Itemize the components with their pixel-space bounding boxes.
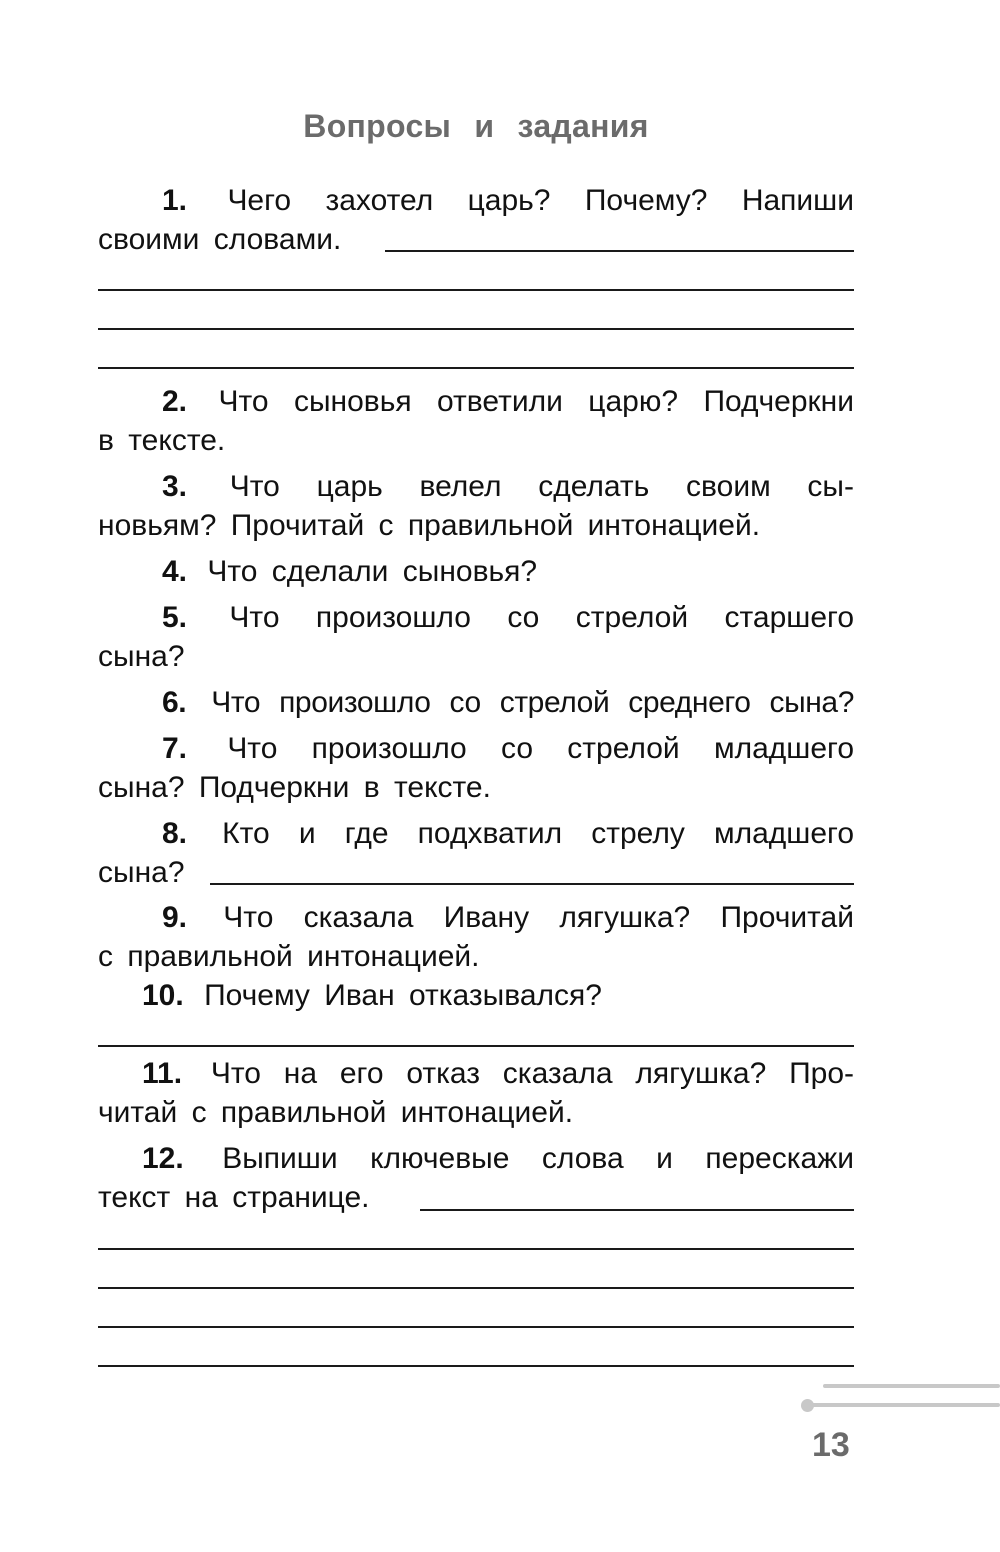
answer-line[interactable] bbox=[98, 1045, 854, 1047]
question-1 bbox=[98, 181, 854, 259]
answer-line[interactable] bbox=[98, 1248, 854, 1250]
question-3 bbox=[98, 467, 854, 545]
question-4 bbox=[98, 552, 854, 591]
question-number: 1. bbox=[162, 184, 188, 217]
question-7 bbox=[98, 729, 854, 807]
question-6 bbox=[98, 683, 854, 722]
question-text-cont: своими словами. bbox=[98, 223, 342, 256]
question-text: Что сыновья ответили царю? Подчеркни bbox=[218, 385, 854, 418]
question-9 bbox=[98, 898, 854, 976]
question-number: 8. bbox=[162, 817, 188, 850]
question-text: Чего захотел царь? Почему? Напиши bbox=[227, 184, 854, 217]
question-text: Что произошло со стрелой среднего сына? bbox=[211, 686, 854, 719]
answer-line[interactable] bbox=[98, 328, 854, 330]
question-number: 3. bbox=[162, 470, 188, 503]
question-number: 12. bbox=[142, 1142, 184, 1175]
question-text: Что сказала Ивану лягушка? Прочитай bbox=[223, 901, 854, 934]
section-title: Вопросы и задания bbox=[303, 108, 649, 144]
question-text-cont: сына? Подчеркни в тексте. bbox=[98, 771, 491, 804]
footer-decor-line bbox=[812, 1403, 1000, 1407]
question-number: 11. bbox=[142, 1057, 183, 1090]
question-number: 7. bbox=[162, 732, 188, 765]
question-12 bbox=[98, 1139, 854, 1217]
question-text: Что царь велел сделать своим сы- bbox=[229, 470, 854, 503]
question-text: Что произошло со стрелой старшего bbox=[229, 601, 854, 634]
question-number: 10. bbox=[142, 979, 184, 1012]
question-text-cont: читай с правильной интонацией. bbox=[98, 1096, 574, 1129]
question-text: Выпиши ключевые слова и перескажи bbox=[222, 1142, 854, 1175]
footer-decor-dot bbox=[801, 1399, 814, 1412]
answer-line[interactable] bbox=[98, 1365, 854, 1367]
question-text: Почему Иван отказывался? bbox=[204, 979, 602, 1012]
question-number: 4. bbox=[162, 555, 188, 588]
question-number: 6. bbox=[162, 686, 187, 719]
answer-line[interactable] bbox=[385, 250, 854, 252]
question-2 bbox=[98, 382, 854, 460]
answer-line[interactable] bbox=[98, 1287, 854, 1289]
question-8 bbox=[98, 814, 854, 892]
answer-line[interactable] bbox=[98, 367, 854, 369]
question-number: 2. bbox=[162, 385, 188, 418]
question-text-cont: текст на странице. bbox=[98, 1181, 370, 1214]
question-5 bbox=[98, 598, 854, 676]
question-text-cont: сына? bbox=[98, 856, 185, 889]
question-11 bbox=[98, 1054, 854, 1132]
page-number: 13 bbox=[812, 1426, 850, 1464]
question-text: Что произошло со стрелой младшего bbox=[227, 732, 854, 765]
answer-line[interactable] bbox=[420, 1209, 854, 1211]
question-text: Кто и где подхватил стрелу младшего bbox=[222, 817, 854, 850]
question-text-cont: новьям? Прочитай с правильной интонацией. bbox=[98, 509, 761, 542]
answer-line[interactable] bbox=[98, 1326, 854, 1328]
question-number: 5. bbox=[162, 601, 188, 634]
answer-line[interactable] bbox=[210, 883, 854, 885]
question-text-cont: с правильной интонацией. bbox=[98, 940, 480, 973]
question-text: Что на его отказ сказала лягушка? Про- bbox=[210, 1057, 855, 1090]
footer-decor-line bbox=[823, 1384, 1000, 1388]
question-10 bbox=[98, 976, 854, 1015]
question-text-cont: сына? bbox=[98, 640, 185, 673]
answer-line[interactable] bbox=[98, 289, 854, 291]
question-number: 9. bbox=[162, 901, 188, 934]
question-text-cont: в тексте. bbox=[98, 424, 226, 457]
question-text: Что сделали сыновья? bbox=[207, 555, 538, 588]
